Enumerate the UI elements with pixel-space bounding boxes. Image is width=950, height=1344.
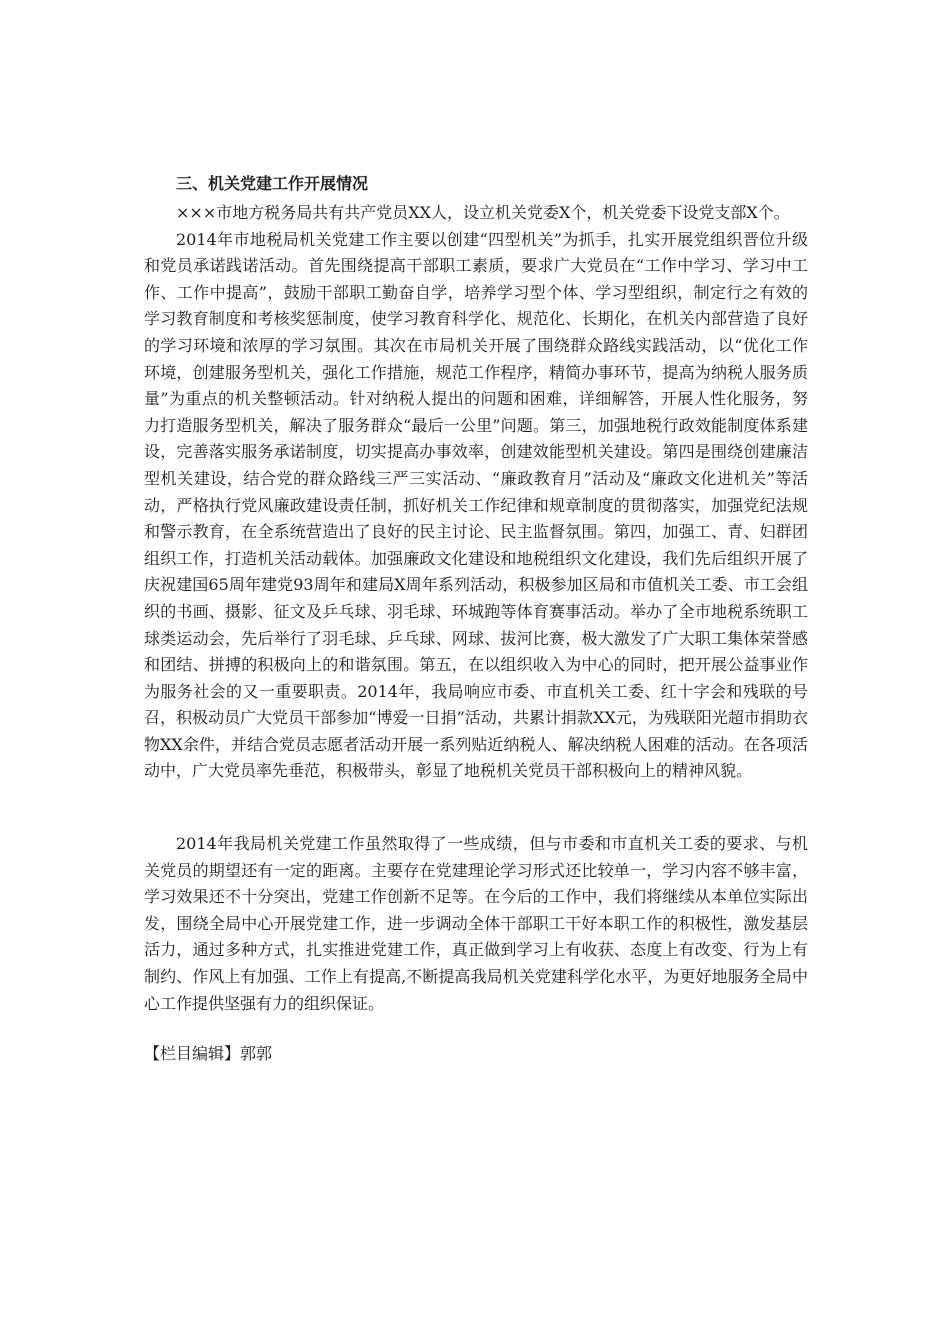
paragraph-party-building-activities: 2014年市地税局机关党建工作主要以创建“四型机关”为抓手，扎实开展党组织晋位升级和党员承诺践诺活动。首先围绕提高干部职工素质，要求广大党员在“工作中学习、学习中工作、工作中提高”，鼓励干部职工勤奋自学，培养学习型个体、学习型组织，制定行之有效的学习教育制度和考核奖惩制度，使学习教育科学化、规范化、长期化，在机关内部营造了良好的学习环境和浓厚的学习氛围。其次在市局机关开展了围绕群众路线实践活动，以“优化工作环境，创建服务型机关，强化工作措施，规范工作程序，精简办事环节，提高为纳税人服务质量”为重点的机关整顿活动。针对纳税人提出的问题和困难，详细解答，开展人性化服务，努力打造服务型机关，解决了服务群众“最后一公里”问题。第三，加强地税行政效能制度体系建设，完善落实服务承诺制度，切实提高办事效率，创建效能型机关建设。第四是围绕创建廉洁型机关建设，结合党的群众路线三严三实活动、“廉政教育月”活动及“廉政文化进机关”等活动，严格执行党风廉政建设责任制，抓好机关工作纪律和规章制度的贯彻落实，加强党纪法规和警示教育，在全系统营造出了良好的民主讨论、民主监督氛围。第四，加强工、青、妇群团组织工作，打造机关活动载体。加强廉政文化建设和地税组织文化建设，我们先后组织开展了庆祝建国65周年建党93周年和建局X周年系列活动，积极参加区局和市值机关工委、市工会组织的书画、摄影、征文及乒乓球、羽毛球、环城跑等体育赛事活动。举办了全市地税系统职工球类运动会，先后举行了羽毛球、乒乓球、网球、拔河比赛，极大激发了广大职工集体荣誉感和团结、拼搏的积极向上的和谐氛围。第五，在以组织收入为中心的同时，把开展公益事业作为服务社会的又一重要职责。2014年，我局响应市委、市直机关工委、红十字会和残联的号召，积极动员广大党员干部参加“博爱一日捐”活动，共累计捐款XX元，为残联阳光超市捐助衣物XX余件，并结合党员志愿者活动开展一系列贴近纳税人、解决纳税人困难的活动。在各项活动中，广大党员率先垂范，积极带头，彰显了地税机关党员干部积极向上的精神风貌。 — [144, 229, 808, 781]
section-heading: 三、机关党建工作开展情况 — [176, 174, 369, 193]
editor-credit: 【栏目编辑】郭郭 — [144, 1044, 273, 1064]
paragraph-shortcomings-outlook: 2014年我局机关党建工作虽然取得了一些成绩，但与市委和市直机关工委的要求、与机关党员的期望还有一定的距离。主要存在党建理论学习形式还比较单一，学习内容不够丰富，学习效果还不十分突出，党建工作创新不足等。在今后的工作中，我们将继续从本单位实际出发，围绕全局中心开展党建工作，进一步调动全体干部职工干好本职工作的积极性，激发基层活力，通过多种方式，扎实推进党建工作，真正做到学习上有收获、态度上有改变、行为上有制约、作风上有加强、工作上有提高,不断提高我局机关党建科学化水平，为更好地服务全局中心工作提供坚强有力的组织保证。 — [144, 834, 808, 1013]
document-page — [144, 172, 808, 1067]
paragraph-spacer — [144, 785, 808, 831]
paragraph-membership: ×××市地方税务局共有共产党员XX人，设立机关党委X个，机关党委下设党支部X个。 — [176, 203, 790, 222]
